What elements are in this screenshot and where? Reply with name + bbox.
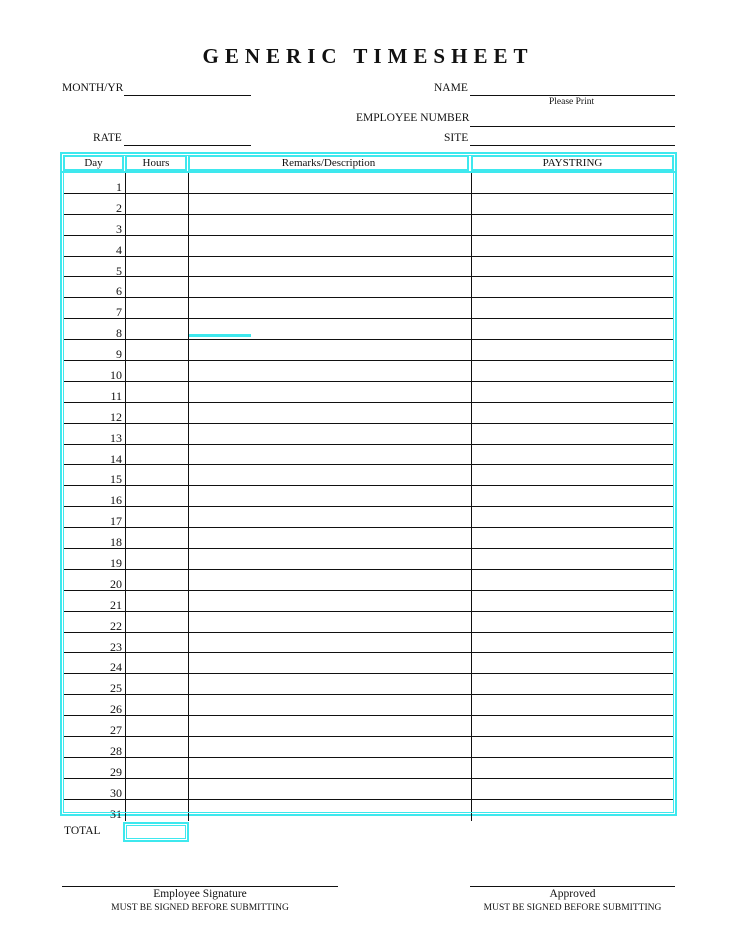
- table-row: [64, 653, 673, 674]
- hours-cell[interactable]: [126, 633, 189, 653]
- hours-cell[interactable]: [126, 737, 189, 757]
- remarks-cell[interactable]: [189, 277, 472, 297]
- table-row: [64, 528, 673, 549]
- hours-cell[interactable]: [126, 340, 189, 360]
- hours-cell[interactable]: [126, 779, 189, 799]
- employee-signature-note: MUST BE SIGNED BEFORE SUBMITTING: [111, 903, 289, 913]
- paystring-cell[interactable]: [472, 737, 673, 757]
- paystring-cell[interactable]: [472, 591, 673, 611]
- day-cell: 7: [64, 298, 126, 318]
- header-hours: Hours: [125, 155, 187, 171]
- table-row: [64, 173, 673, 194]
- hours-cell[interactable]: [126, 674, 189, 694]
- hours-cell[interactable]: [126, 215, 189, 235]
- remarks-cell[interactable]: [189, 298, 472, 318]
- rate-field[interactable]: [124, 132, 251, 146]
- day-cell: 27: [64, 716, 126, 736]
- name-label: NAME: [434, 82, 468, 94]
- paystring-cell[interactable]: [472, 507, 673, 527]
- hours-cell[interactable]: [126, 382, 189, 402]
- site-field[interactable]: [470, 132, 675, 146]
- hours-cell[interactable]: [126, 570, 189, 590]
- table-body: [64, 173, 673, 821]
- table-row: [64, 382, 673, 403]
- paystring-cell[interactable]: [472, 340, 673, 360]
- hours-cell[interactable]: [126, 173, 189, 193]
- table-row: [64, 424, 673, 445]
- table-row: [64, 445, 673, 466]
- page-title: GENERIC TIMESHEET: [202, 44, 534, 68]
- paystring-cell[interactable]: [472, 465, 673, 485]
- remarks-cell[interactable]: [189, 758, 472, 778]
- rate-label: RATE: [93, 132, 122, 144]
- day-cell: 11: [64, 382, 126, 402]
- table-row: [64, 591, 673, 612]
- day-cell: 23: [64, 633, 126, 653]
- hours-cell[interactable]: [126, 507, 189, 527]
- remarks-cell[interactable]: [189, 382, 472, 402]
- hours-cell[interactable]: [126, 465, 189, 485]
- remarks-cell[interactable]: [189, 549, 472, 569]
- remarks-cell[interactable]: [189, 445, 472, 465]
- paystring-cell[interactable]: [472, 570, 673, 590]
- day-cell: 2: [64, 194, 126, 214]
- header-remarks: Remarks/Description: [188, 155, 469, 171]
- total-label: TOTAL: [64, 825, 101, 837]
- remarks-cell[interactable]: [189, 716, 472, 736]
- remarks-cell[interactable]: [189, 361, 472, 381]
- day-cell: 20: [64, 570, 126, 590]
- remarks-cell[interactable]: [189, 257, 472, 277]
- remarks-cell[interactable]: [189, 340, 472, 360]
- paystring-cell[interactable]: [472, 215, 673, 235]
- paystring-cell[interactable]: [472, 194, 673, 214]
- day-cell: 21: [64, 591, 126, 611]
- paystring-cell[interactable]: [472, 800, 673, 821]
- paystring-cell[interactable]: [472, 173, 673, 193]
- table-row: [64, 340, 673, 361]
- hours-cell[interactable]: [126, 257, 189, 277]
- day-cell: 30: [64, 779, 126, 799]
- table-row: [64, 633, 673, 654]
- day-cell: 18: [64, 528, 126, 548]
- remarks-cell[interactable]: [189, 737, 472, 757]
- day-cell: 17: [64, 507, 126, 527]
- month-yr-label: MONTH/YR: [62, 82, 124, 94]
- hours-cell[interactable]: [126, 549, 189, 569]
- hours-cell[interactable]: [126, 445, 189, 465]
- paystring-cell[interactable]: [472, 549, 673, 569]
- approved-note: MUST BE SIGNED BEFORE SUBMITTING: [483, 903, 662, 913]
- name-field[interactable]: [470, 82, 675, 96]
- paystring-cell[interactable]: [472, 403, 673, 423]
- remarks-cell[interactable]: [189, 507, 472, 527]
- day-cell: 3: [64, 215, 126, 235]
- paystring-cell[interactable]: [472, 445, 673, 465]
- day-cell: 28: [64, 737, 126, 757]
- hours-cell[interactable]: [126, 236, 189, 256]
- paystring-cell[interactable]: [472, 277, 673, 297]
- table-row: [64, 215, 673, 236]
- day-cell: 13: [64, 424, 126, 444]
- paystring-cell[interactable]: [472, 424, 673, 444]
- remarks-cell[interactable]: [189, 570, 472, 590]
- paystring-cell[interactable]: [472, 361, 673, 381]
- day-cell: 6: [64, 277, 126, 297]
- timesheet-table: [60, 152, 677, 821]
- table-row: [64, 298, 673, 319]
- day-cell: 14: [64, 445, 126, 465]
- day-cell: 8: [64, 319, 126, 339]
- table-row: [64, 674, 673, 695]
- employee-signature-label: Employee Signature: [153, 888, 247, 900]
- remarks-cell[interactable]: [189, 633, 472, 653]
- paystring-cell[interactable]: [472, 298, 673, 318]
- paystring-cell[interactable]: [472, 633, 673, 653]
- table-row: [64, 716, 673, 737]
- table-row: [64, 612, 673, 633]
- table-row: [64, 236, 673, 257]
- hours-cell[interactable]: [126, 486, 189, 506]
- remarks-cell[interactable]: [189, 612, 472, 632]
- remarks-cell[interactable]: [189, 486, 472, 506]
- remarks-cell[interactable]: [189, 403, 472, 423]
- day-cell: 26: [64, 695, 126, 715]
- hours-cell[interactable]: [126, 716, 189, 736]
- table-row: [64, 758, 673, 779]
- hours-cell[interactable]: [126, 695, 189, 715]
- table-row: [64, 549, 673, 570]
- employee-number-label: EMPLOYEE NUMBER: [356, 112, 470, 124]
- day-cell: 25: [64, 674, 126, 694]
- hours-cell[interactable]: [126, 612, 189, 632]
- please-print-hint: Please Print: [549, 97, 595, 107]
- remarks-cell[interactable]: [189, 215, 472, 235]
- hours-cell[interactable]: [126, 319, 189, 339]
- table-row: [64, 319, 673, 340]
- day-cell: 22: [64, 612, 126, 632]
- remarks-cell[interactable]: [189, 653, 472, 673]
- approved-signature-line[interactable]: [470, 873, 675, 887]
- remarks-cell[interactable]: [189, 424, 472, 444]
- day-cell: 24: [64, 653, 126, 673]
- day-cell: 10: [64, 361, 126, 381]
- paystring-cell[interactable]: [472, 674, 673, 694]
- paystring-cell[interactable]: [472, 319, 673, 339]
- day-cell: 15: [64, 465, 126, 485]
- hours-cell[interactable]: [126, 403, 189, 423]
- remarks-cell[interactable]: [189, 173, 472, 193]
- hours-cell[interactable]: [126, 194, 189, 214]
- hours-cell[interactable]: [126, 277, 189, 297]
- paystring-cell[interactable]: [472, 653, 673, 673]
- table-row: [64, 257, 673, 278]
- table-row: [64, 507, 673, 528]
- table-row: [64, 486, 673, 507]
- day-cell: 19: [64, 549, 126, 569]
- month-yr-field[interactable]: [124, 82, 251, 96]
- cyan-marker: [189, 334, 251, 337]
- paystring-cell[interactable]: [472, 612, 673, 632]
- table-row: [64, 800, 673, 821]
- hours-cell[interactable]: [126, 361, 189, 381]
- employee-signature-line[interactable]: [62, 873, 338, 887]
- day-cell: 9: [64, 340, 126, 360]
- day-cell: 5: [64, 257, 126, 277]
- paystring-cell[interactable]: [472, 779, 673, 799]
- paystring-cell[interactable]: [472, 528, 673, 548]
- hours-cell[interactable]: [126, 758, 189, 778]
- day-cell: 31: [64, 800, 126, 821]
- header-day: Day: [63, 155, 124, 171]
- hours-cell[interactable]: [126, 591, 189, 611]
- table-row: [64, 465, 673, 486]
- paystring-cell[interactable]: [472, 236, 673, 256]
- paystring-cell[interactable]: [472, 382, 673, 402]
- hours-cell[interactable]: [126, 653, 189, 673]
- table-row: [64, 403, 673, 424]
- paystring-cell[interactable]: [472, 758, 673, 778]
- day-cell: 4: [64, 236, 126, 256]
- paystring-cell[interactable]: [472, 716, 673, 736]
- total-field[interactable]: [123, 822, 189, 842]
- hours-cell[interactable]: [126, 528, 189, 548]
- paystring-cell[interactable]: [472, 257, 673, 277]
- paystring-cell[interactable]: [472, 486, 673, 506]
- employee-number-field[interactable]: [470, 113, 675, 127]
- header-paystring: PAYSTRING: [471, 155, 674, 171]
- remarks-cell[interactable]: [189, 528, 472, 548]
- remarks-cell[interactable]: [189, 779, 472, 799]
- day-cell: 12: [64, 403, 126, 423]
- hours-cell[interactable]: [126, 298, 189, 318]
- table-row: [64, 737, 673, 758]
- paystring-cell[interactable]: [472, 695, 673, 715]
- approved-label: Approved: [549, 888, 596, 900]
- table-row: [64, 695, 673, 716]
- remarks-cell[interactable]: [189, 465, 472, 485]
- day-cell: 29: [64, 758, 126, 778]
- remarks-cell[interactable]: [189, 800, 472, 821]
- remarks-cell[interactable]: [189, 194, 472, 214]
- site-label: SITE: [444, 132, 469, 144]
- remarks-cell[interactable]: [189, 236, 472, 256]
- remarks-cell[interactable]: [189, 695, 472, 715]
- hours-cell[interactable]: [126, 800, 189, 821]
- table-row: [64, 194, 673, 215]
- hours-cell[interactable]: [126, 424, 189, 444]
- table-row: [64, 570, 673, 591]
- remarks-cell[interactable]: [189, 674, 472, 694]
- day-cell: 16: [64, 486, 126, 506]
- table-row: [64, 779, 673, 800]
- remarks-cell[interactable]: [189, 591, 472, 611]
- table-row: [64, 277, 673, 298]
- day-cell: 1: [64, 173, 126, 193]
- table-row: [64, 361, 673, 382]
